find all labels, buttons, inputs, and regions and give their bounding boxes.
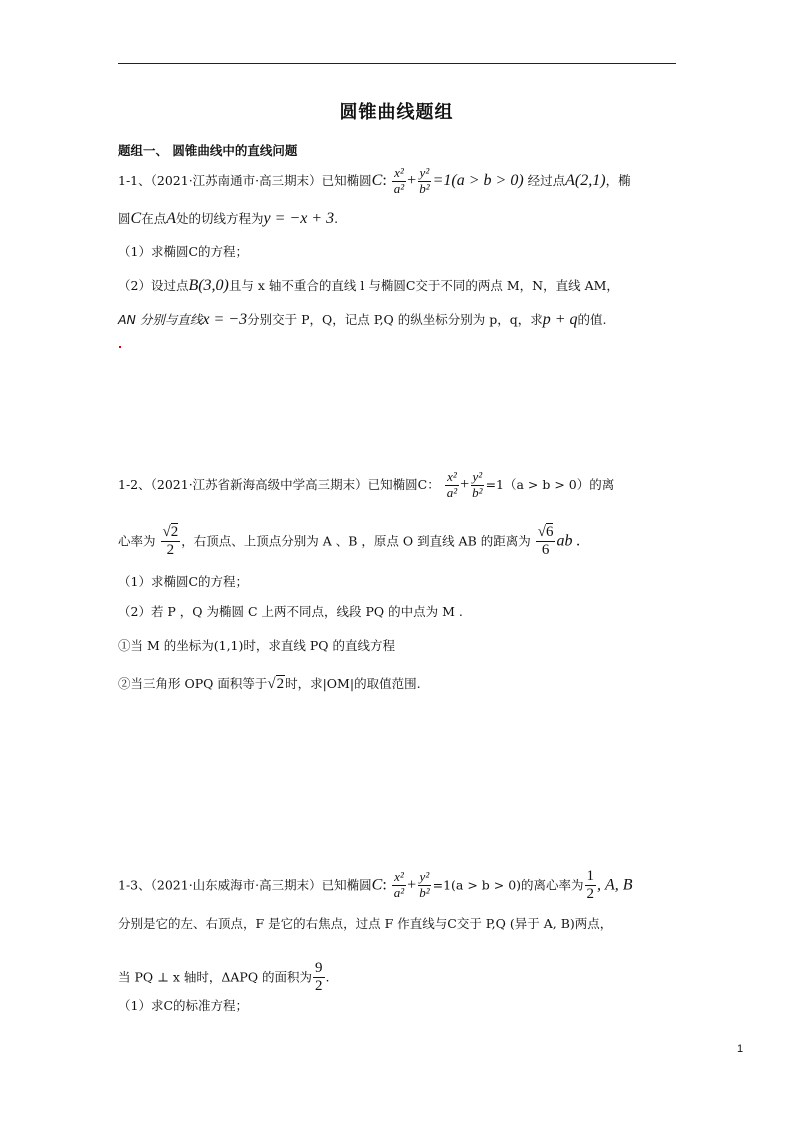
page-title: 圆锥曲线题组 (339, 102, 454, 123)
fraction-x2-a2 (392, 166, 406, 197)
text: , A, B (597, 876, 633, 894)
ellipse-symbol: C (371, 876, 383, 894)
problem-1-2-question-1: （1）求椭圆C的方程； (118, 574, 249, 589)
problem-1-1-intro: 1-1、（2021·江苏南通市·高三期末）已知椭圆 (118, 172, 372, 188)
problem-1-3-question-1: （1）求C的标准方程； (118, 998, 249, 1013)
fraction-9-over-2 (313, 960, 325, 996)
den: 2 (166, 542, 175, 559)
den: a² (393, 885, 405, 901)
fraction-1-over-2 (585, 868, 597, 904)
fraction-sqrt6-over-6 (536, 524, 556, 560)
text: 当 PQ ⊥ x 轴时，ΔAPQ 的面积为 (118, 969, 313, 985)
problem-1-1-question-1: （1）求椭圆C的方程； (118, 244, 249, 259)
den: 2 (586, 886, 595, 903)
den: b² (472, 484, 483, 500)
text: 时，求|OM|的取值范围. (285, 676, 421, 691)
text: 的值. (577, 312, 607, 327)
header-rule (118, 63, 676, 64)
fraction-sqrt2-over-2 (161, 524, 181, 560)
ellipse-symbol: C (371, 171, 383, 189)
colon: : (382, 876, 387, 894)
num: y² (419, 869, 430, 885)
den: b² (419, 885, 430, 901)
text: ab . (556, 532, 581, 550)
problem-1-2-question-2-1: ①当 M 的坐标为(1,1)时，求直线 PQ 的直线方程 (118, 638, 395, 653)
problem-1-2-question-2-2 (118, 677, 421, 692)
text: 且与 x 轴不重合的直线 l 与椭圆C交于不同的两点 M，N，直线 AM， (228, 278, 619, 293)
fraction-x2-a2 (392, 870, 406, 901)
num: y² (472, 469, 483, 484)
text: ，椭 (605, 172, 631, 188)
text: 经过点 (527, 172, 566, 188)
problem-1-3-line-3 (118, 960, 330, 996)
text: ②当三角形 OPQ 面积等于 (118, 676, 268, 691)
problem-1-2-line-1: 1-2、（2021·江苏省新海高级中学高三期末）已知椭圆C： $\frac{\text{x²}}{\text{a²}}$ + $\frac{\text{y²}}{\text{b²}}$ =1（a > b > 0）的离 (118, 469, 615, 500)
colon: : (382, 171, 387, 189)
text: 分别交于 P，Q，记点 P,Q 的纵坐标分别为 p，q，求 (247, 312, 543, 327)
point-b: B(3,0) (188, 277, 229, 294)
problem-1-2-line-2 (118, 524, 580, 560)
num: √2 (161, 524, 181, 542)
text: AN 分别与直线 (118, 312, 203, 327)
problem-1-1-line-2: 圆C在点A处的切线方程为y = −x + 3. (118, 210, 339, 227)
radicand: 6 (545, 524, 554, 540)
red-mark (119, 346, 121, 348)
radicand: 2 (170, 524, 179, 540)
num: y² (419, 165, 430, 180)
equation-tail: =1(a > b > 0)的离心率为 (432, 877, 584, 893)
point-a: A(2,1) (565, 171, 606, 189)
problem-1-1-question-2 (118, 278, 619, 294)
section-heading: 题组一、 圆锥曲线中的直线问题 (118, 143, 298, 158)
num: x² (394, 869, 404, 885)
den: a² (446, 484, 458, 500)
fraction-y2-b2 (470, 470, 484, 501)
fraction-y2-b2 (417, 166, 431, 197)
den: 2 (315, 978, 323, 995)
sqrt-2: √2 (267, 676, 285, 692)
text: 处的切线方程为 (175, 211, 264, 226)
fraction-y2-b2 (417, 870, 431, 901)
text: 圆 (118, 211, 131, 226)
text: . (325, 969, 330, 985)
den: b² (419, 180, 430, 196)
problem-1-3-intro: 1-3、（2021·山东威海市·高三期末）已知椭圆 (118, 877, 372, 893)
den: 6 (541, 542, 550, 559)
num: √6 (536, 524, 556, 542)
num: 1 (585, 868, 597, 886)
num: 9 (313, 960, 325, 978)
den: a² (393, 180, 405, 196)
text: 在点 (141, 211, 167, 226)
equation-tail: =1（a > b > 0）的离 (485, 476, 615, 492)
problem-1-3-line-1: 1-3、（2021·山东威海市·高三期末）已知椭圆C: $\frac{\text{x²}}{\text{a²}}$ + $\frac{\text{y²}}{\text{b²}}$ =1(a > b > 0)的离心率为 $\frac{1}{2}$ , A, B (118, 868, 633, 903)
num: x² (447, 469, 457, 484)
radicand: 2 (276, 676, 285, 692)
problem-1-1-question-2-cont (118, 312, 607, 328)
ellipse-symbol: C (130, 210, 142, 227)
num: x² (394, 165, 404, 180)
text: （2）设过点 (118, 278, 189, 293)
p-plus-q: p + q (542, 311, 578, 328)
line-equation: x = −3 (202, 311, 248, 328)
page-number: 1 (737, 1043, 744, 1055)
equation-tail: =1(a > b > 0) (432, 171, 524, 189)
problem-1-3-line-2: 分别是它的左、右顶点，F 是它的右焦点，过点 F 作直线与C交于 P,Q (异于 A, B)两点， (118, 916, 613, 931)
problem-1-2-intro: 1-2、（2021·江苏省新海高级中学高三期末）已知椭圆C： (118, 476, 440, 492)
tangent-equation: y = −x + 3 (263, 210, 335, 227)
fraction-x2-a2 (445, 470, 459, 501)
text: 心率为 (118, 533, 156, 549)
problem-1-2-question-2: （2）若 P ，Q 为椭圆 C 上两不同点，线段 PQ 的中点为 M . (118, 604, 463, 619)
problem-1-1-line-1: 1-1、（2021·江苏南通市·高三期末）已知椭圆C: $\frac{\text{x²}}{\text{a²}}$ + $\frac{\text{y²}}{\text{b²}}$ =1(a > b > 0) 经过点A(2,1)，椭 (118, 165, 631, 196)
text: ，右顶点、上顶点分别为 A 、B ，原点 O 到直线 AB 的距离为 (181, 533, 531, 549)
